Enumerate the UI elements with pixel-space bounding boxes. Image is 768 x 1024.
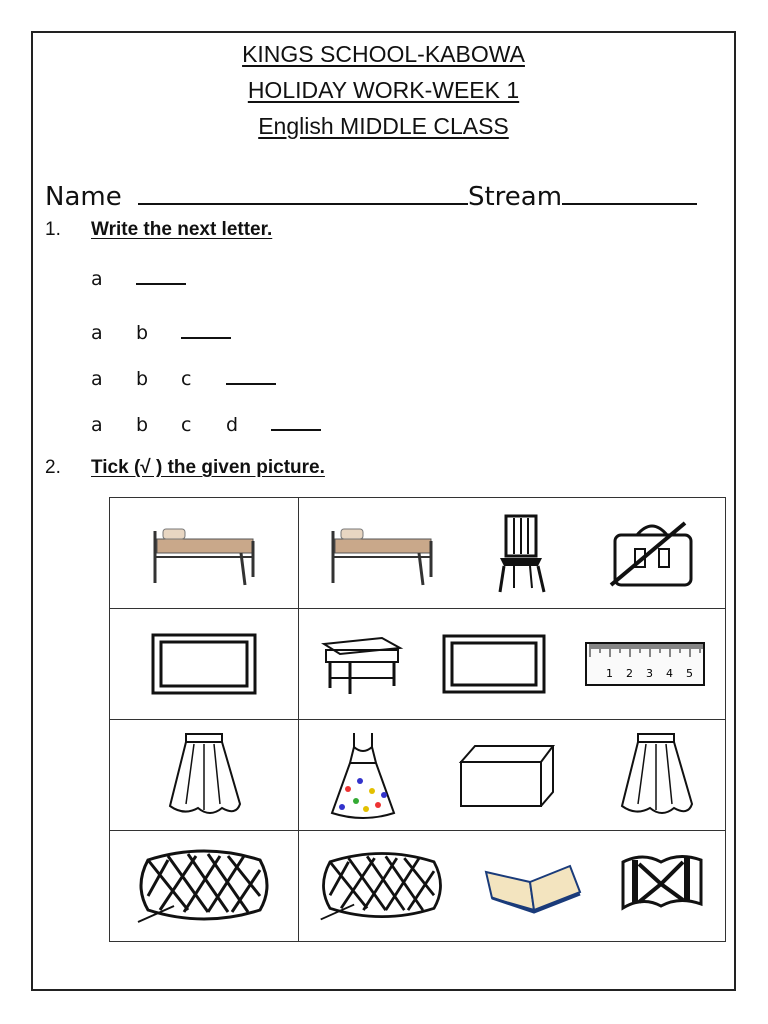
question-number: 2. xyxy=(45,457,61,478)
frame-icon[interactable] xyxy=(442,634,546,694)
options-cell xyxy=(299,498,726,609)
picture-table xyxy=(109,497,726,942)
letter-blank[interactable] xyxy=(226,367,276,385)
letter: a xyxy=(91,414,103,436)
bed-icon[interactable] xyxy=(327,517,437,589)
letter: b xyxy=(136,322,149,344)
letter-blank[interactable] xyxy=(136,267,186,285)
frame-icon xyxy=(151,633,257,695)
letter: b xyxy=(136,414,149,436)
ruler-number: 2 xyxy=(626,667,633,680)
letter: c xyxy=(181,368,192,390)
letter-blank[interactable] xyxy=(181,321,231,339)
school-title: KINGS SCHOOL-KABOWA xyxy=(242,41,525,67)
given-cell xyxy=(110,498,299,609)
name-stream-row xyxy=(45,181,697,212)
bed-icon xyxy=(149,517,259,589)
skirt-icon[interactable] xyxy=(616,730,696,820)
question-text: Write the next letter. xyxy=(91,219,273,240)
bag-icon[interactable] xyxy=(607,513,697,593)
options-cell xyxy=(299,831,726,942)
book-icon[interactable] xyxy=(482,858,582,914)
subject-title: English MIDDLE CLASS xyxy=(258,113,509,139)
box-icon[interactable] xyxy=(457,740,557,810)
ruler-number: 5 xyxy=(686,667,693,680)
picture-row xyxy=(110,498,726,609)
name-label: Name xyxy=(45,182,122,212)
name-blank[interactable] xyxy=(138,181,468,205)
table-icon[interactable] xyxy=(318,632,404,696)
mat-icon[interactable] xyxy=(317,847,447,925)
letter-blank[interactable] xyxy=(271,413,321,431)
given-cell xyxy=(110,720,299,831)
letter-row-2 xyxy=(91,321,231,344)
stream-blank[interactable] xyxy=(562,181,697,205)
picture-row xyxy=(110,609,726,720)
letter-row-4 xyxy=(91,413,321,436)
options-cell xyxy=(299,720,726,831)
given-cell xyxy=(110,609,299,720)
letter: a xyxy=(91,368,103,390)
letter: a xyxy=(91,268,103,290)
ruler-number: 1 xyxy=(606,667,613,680)
ruler-icon[interactable] xyxy=(584,639,706,689)
letter-row-1 xyxy=(91,267,186,290)
worksheet-page xyxy=(31,31,736,991)
stream-label: Stream xyxy=(467,182,563,212)
ruler-number: 3 xyxy=(646,667,653,680)
question-text: Tick (√ ) the given picture. xyxy=(91,457,325,478)
letter: b xyxy=(136,368,149,390)
week-title: HOLIDAY WORK-WEEK 1 xyxy=(247,77,520,103)
cloth-icon[interactable] xyxy=(617,848,707,924)
options-cell xyxy=(299,609,726,720)
question-2 xyxy=(45,457,325,479)
picture-row xyxy=(110,720,726,831)
given-cell xyxy=(110,831,299,942)
ruler-number: 4 xyxy=(666,667,673,680)
letter: c xyxy=(181,414,192,436)
question-number: 1. xyxy=(45,219,61,240)
question-1 xyxy=(45,219,272,241)
chair-icon[interactable] xyxy=(492,512,552,594)
letter-row-3 xyxy=(91,367,276,390)
dress-icon[interactable] xyxy=(328,729,398,821)
letter: d xyxy=(226,414,239,436)
picture-row xyxy=(110,831,726,942)
skirt-icon xyxy=(164,730,244,820)
letter: a xyxy=(91,322,103,344)
mat-icon xyxy=(134,846,274,926)
